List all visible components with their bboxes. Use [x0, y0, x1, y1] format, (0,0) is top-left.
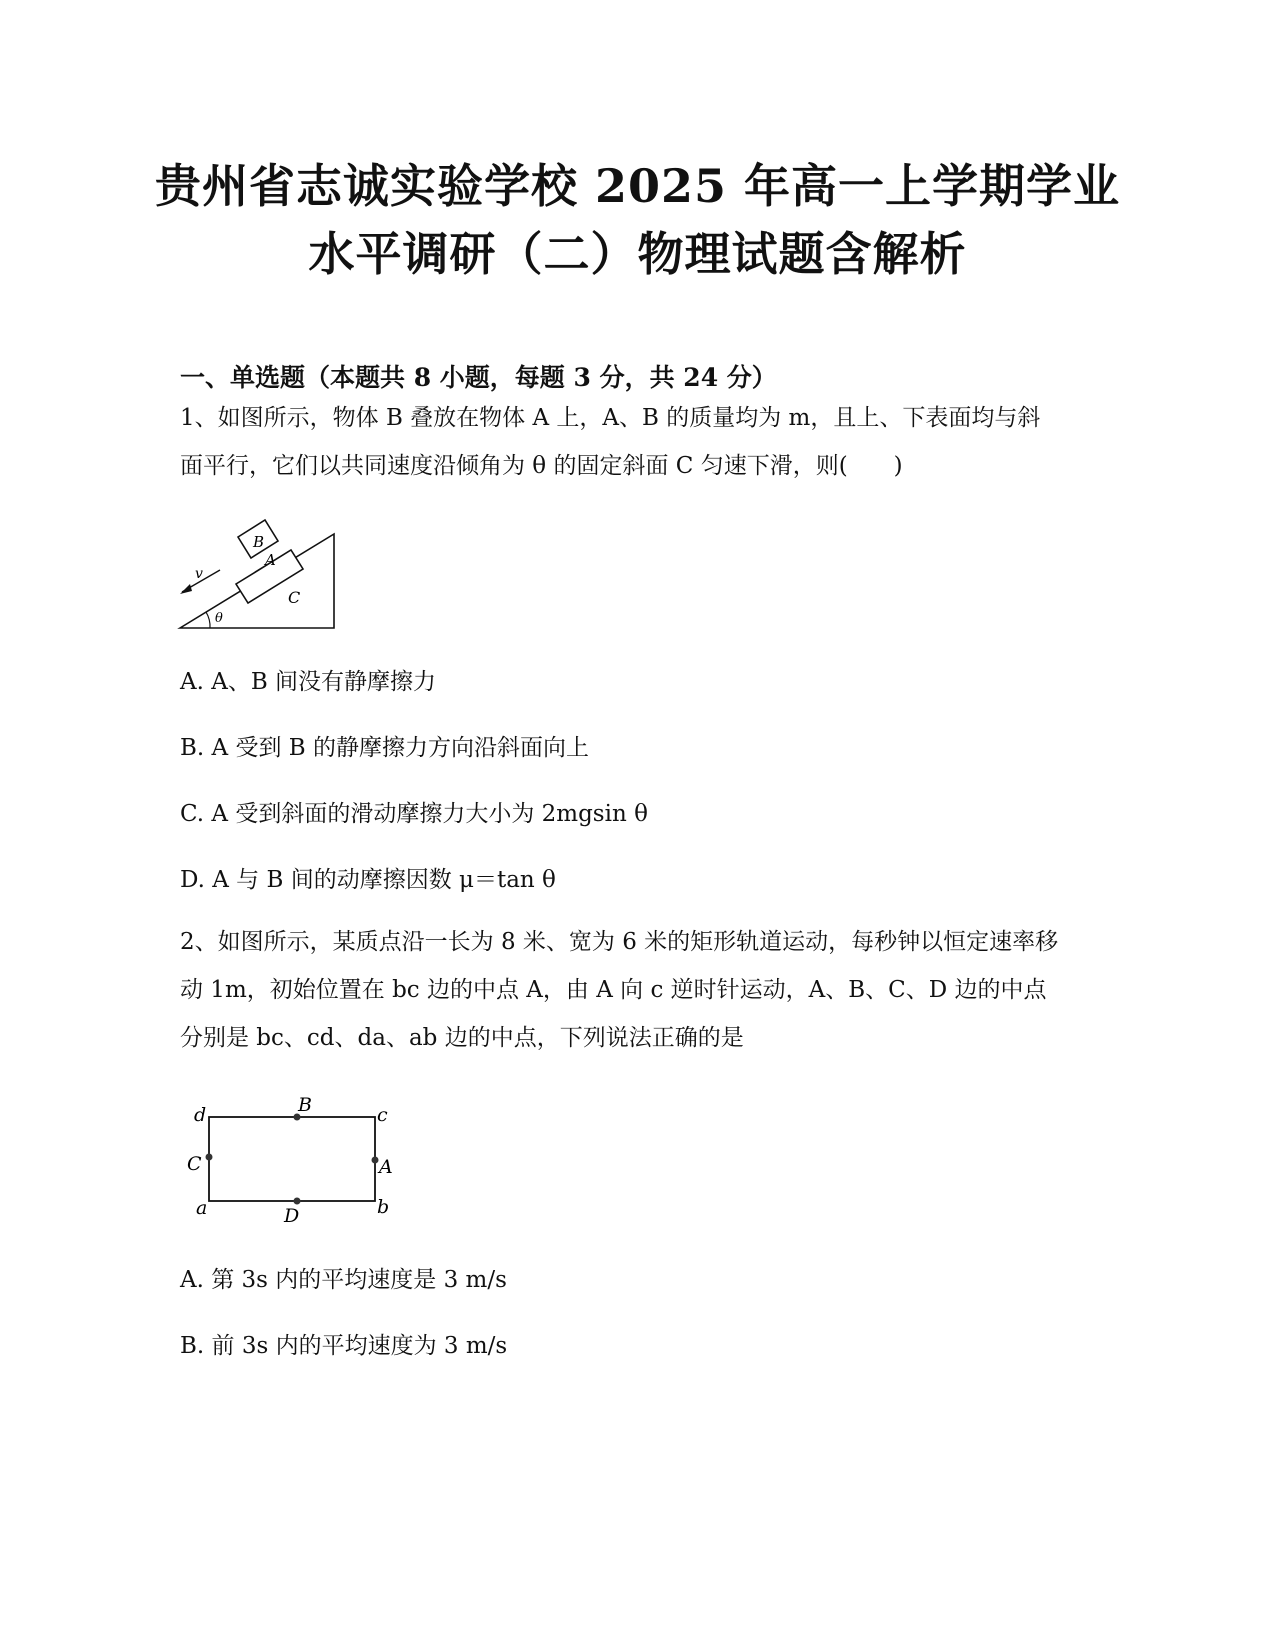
q1-option-d: D. A 与 B 间的动摩擦因数 μ＝tan θ	[180, 867, 556, 893]
velocity-arrowhead	[180, 584, 192, 594]
rectangle-track	[209, 1117, 375, 1201]
label-a: A	[265, 551, 276, 569]
q1-option-b: B. A 受到 B 的静摩擦力方向沿斜面向上	[180, 735, 589, 761]
midpoint-a: A	[379, 1156, 393, 1178]
corner-a: a	[196, 1197, 208, 1219]
point-a	[372, 1157, 379, 1164]
question-2-text: 2、如图所示，某质点沿一长为 8 米、宽为 6 米的矩形轨道运动，每秒钟以恒定速率移动 1m，初始位置在 bc 边的中点 A，由 A 向 c 逆时针运动，A、B、C、D 边的中点分别是 bc、cd、da、ab 边的中点，下列说法正确的是	[180, 929, 1059, 1051]
label-c: C	[288, 588, 301, 607]
point-d	[294, 1198, 301, 1205]
label-theta: θ	[215, 611, 223, 626]
corner-c: c	[377, 1104, 388, 1126]
midpoint-b: B	[298, 1094, 312, 1116]
angle-arc	[206, 612, 210, 628]
question-1-text: 1、如图所示，物体 B 叠放在物体 A 上，A、B 的质量均为 m，且上、下表面均与斜面平行，它们以共同速度沿倾角为 θ 的固定斜面 C 匀速下滑，则( )	[180, 405, 1041, 479]
document-title-line-2: 水平调研（二）物理试题含解析	[308, 227, 967, 281]
corner-d: d	[194, 1104, 207, 1126]
label-b: B	[253, 533, 265, 551]
q1-option-c: C. A 受到斜面的滑动摩擦力大小为 2mgsin θ	[180, 801, 648, 827]
point-c	[206, 1154, 213, 1161]
q2-option-b: B. 前 3s 内的平均速度为 3 m/s	[180, 1333, 508, 1359]
midpoint-d: D	[284, 1205, 300, 1227]
incline-figure	[170, 510, 350, 635]
section-heading: 一、单选题（本题共 8 小题，每题 3 分，共 24 分）	[180, 363, 777, 392]
document-title-line-1: 贵州省志诚实验学校 2025 年高一上学期学业	[154, 159, 1121, 213]
corner-b: b	[377, 1196, 390, 1218]
midpoint-c: C	[187, 1153, 202, 1175]
rectangle-track-figure	[180, 1090, 410, 1230]
q2-option-a: A. 第 3s 内的平均速度是 3 m/s	[180, 1267, 507, 1293]
label-v: v	[195, 566, 203, 582]
q1-option-a: A. A、B 间没有静摩擦力	[180, 669, 437, 695]
